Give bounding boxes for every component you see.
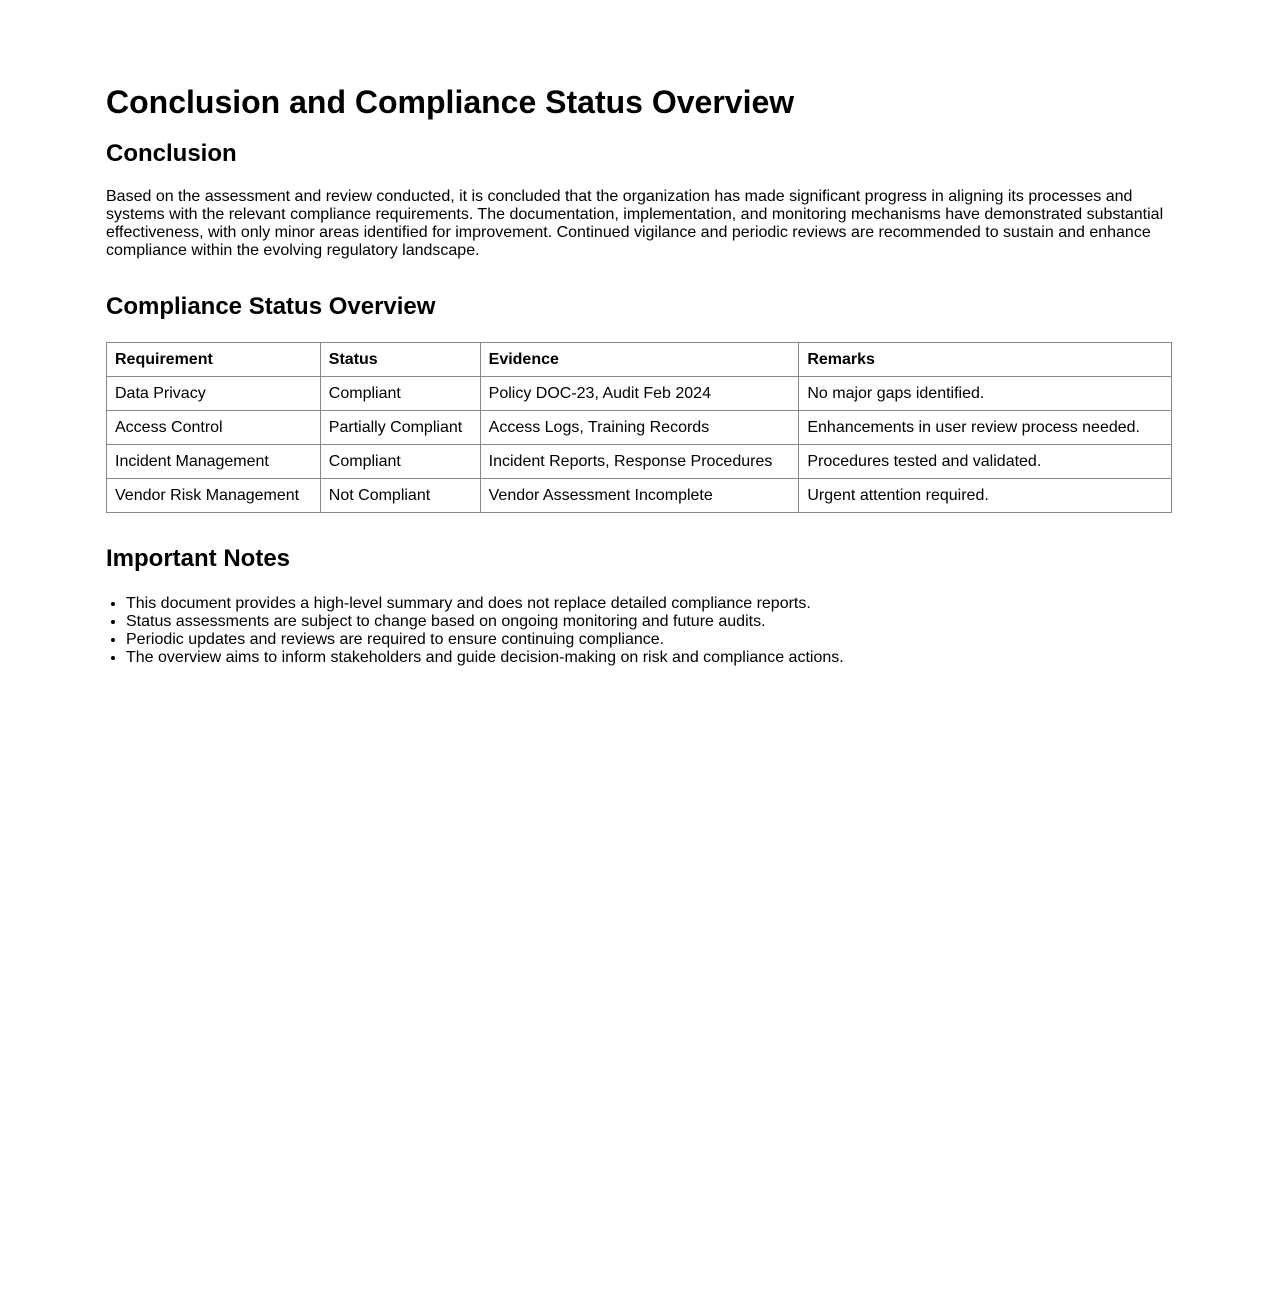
cell-remarks: Urgent attention required. xyxy=(799,479,1172,513)
cell-status: Compliant xyxy=(320,377,480,411)
compliance-heading: Compliance Status Overview xyxy=(106,293,436,320)
table-row xyxy=(107,445,1172,479)
list-item: • The overview aims to inform stakeholders and guide decision-making on risk and compliance actions. xyxy=(126,649,1172,667)
cell-remarks: No major gaps identified. xyxy=(799,377,1172,411)
cell-requirement: Incident Management xyxy=(107,445,321,479)
column-header-evidence: Evidence xyxy=(480,343,799,377)
list-item: • This document provides a high-level summary and does not replace detailed compliance reports. xyxy=(126,595,1172,613)
page-title: Conclusion and Compliance Status Overview xyxy=(106,84,795,120)
table-row xyxy=(107,479,1172,513)
cell-evidence: Access Logs, Training Records xyxy=(480,411,799,445)
cell-evidence: Policy DOC-23, Audit Feb 2024 xyxy=(480,377,799,411)
cell-remarks: Enhancements in user review process needed. xyxy=(799,411,1172,445)
compliance-table xyxy=(106,342,1172,513)
conclusion-text: Based on the assessment and review conducted, it is concluded that the organization has made significant progress in aligning its processes and systems with the relevant compliance requirements. The documentation, implementation, and monitoring mechanisms have demonstrated substantial effectiveness, with only minor areas identified for improvement. Continued vigilance and periodic reviews are recommended to sustain and enhance compliance within the evolving regulatory landscape. xyxy=(106,188,1164,259)
cell-status: Not Compliant xyxy=(320,479,480,513)
list-item: • Status assessments are subject to change based on ongoing monitoring and future audits. xyxy=(126,613,1172,631)
column-header-status: Status xyxy=(320,343,480,377)
cell-requirement: Access Control xyxy=(107,411,321,445)
column-header-requirement: Requirement xyxy=(107,343,321,377)
cell-requirement: Vendor Risk Management xyxy=(107,479,321,513)
column-header-remarks: Remarks xyxy=(799,343,1172,377)
cell-status: Compliant xyxy=(320,445,480,479)
table-row xyxy=(107,377,1172,411)
cell-evidence: Incident Reports, Response Procedures xyxy=(480,445,799,479)
table-row xyxy=(107,411,1172,445)
notes-list xyxy=(106,595,1172,667)
table-header-row xyxy=(107,343,1172,377)
notes-heading: Important Notes xyxy=(106,545,291,572)
cell-remarks: Procedures tested and validated. xyxy=(799,445,1172,479)
list-item: • Periodic updates and reviews are required to ensure continuing compliance. xyxy=(126,631,1172,649)
cell-requirement: Data Privacy xyxy=(107,377,321,411)
cell-status: Partially Compliant xyxy=(320,411,480,445)
conclusion-heading: Conclusion xyxy=(106,140,237,167)
cell-evidence: Vendor Assessment Incomplete xyxy=(480,479,799,513)
